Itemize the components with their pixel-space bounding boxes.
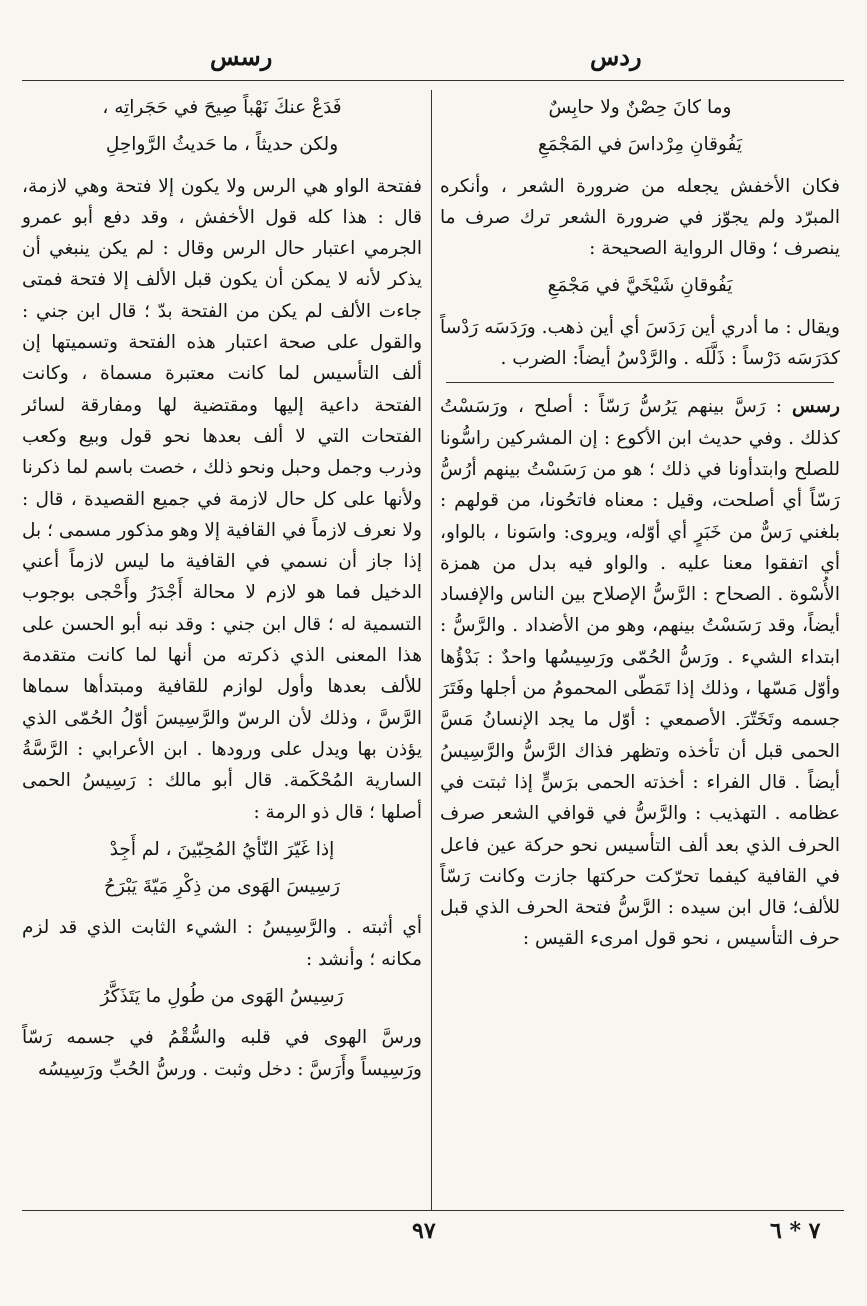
verse-line: رَسِيسُ الهَوى من طُولِ ما يَتَذَكَّرُ	[100, 986, 344, 1008]
verse-block	[22, 834, 422, 903]
paragraph: ويقال : ما أدري أين رَدَسَ أي أين ذهب. ورَدَسَه رَدْساً كدَرَسَه دَرْساً : ذَلَّلَه . والرَّدْسُ أيضاً: الضرب .	[440, 316, 840, 370]
signature-mark: ٧ * ٦	[770, 1218, 821, 1244]
verse-line: ولكن حديثاً ، ما حَديثُ الرَّواحِلِ	[105, 134, 339, 156]
paragraph: فكان الأخفش يجعله من ضرورة الشعر ، وأنكره المبرّد ولم يجوّز في ضرورة الشعر ترك صرف ما ينصرف ؛ وقال الرواية الصحيحة :	[440, 175, 840, 260]
verse-line: يَفُوقانِ مِرْداسَ في المَجْمَعِ	[537, 134, 743, 156]
verse-block	[22, 92, 422, 161]
page-header	[0, 30, 867, 80]
paragraph: أي أثبته . والرَّسِيسُ : الشيء الثابت الذي قد لزم مكانه ؛ وأنشد :	[22, 917, 422, 970]
verse-block	[440, 92, 840, 161]
paragraph: ورسَّ الهوى في قلبه والسُّقْمُ في جسمه رَسّاً ورَسِيساً وأَرَسَّ : دخل وثبت . ورسُّ الحُبِّ ورَسِيسُه	[22, 1027, 422, 1080]
page-number: ٩٧	[412, 1218, 436, 1244]
header-left-word: رسس	[210, 42, 273, 71]
paragraph: ففتحة الواو هي الرس ولا يكون إلا فتحة وهي لازمة، قال : هذا كله قول الأخفش ، وقد دفع أبو عمرو الجرمي اعتبار حال الرس وقال : لم يكن ينبغي أن يذكر لأنه لا يمكن أن يكون قبل الألف إلا فتحة فمتى جاءت الألف لم يكن من الفتحة بدّ ؛ قال ابن جني : والقول على صحة اعتبار هذه الفتحة وتسميتها إن ألف التأسيس لما كانت معتبرة مسماة ، وكانت الفتحة داعية إليها ومقتضية لها ومفارقة لسائر الفتحات التي لا ألف بعدها نحو قول وبيع وكعب وذرب وجمل وحبل ونحو ذلك ، خصت باسم لما ذكرنا ولأنها على كل حال لازمة في جميع القصيدة ، قال : ولا نعرف لازماً في القافية إلا وهو مذكور مسمى ؛ بل إذا جاز أن نسمي في القافية ما ليس لازماً أعني الدخيل فما هو لازم لا محالة أَجْدَرُ وأَحْجى بوجوب التسمية له ؛ قال ابن جني : وقد نبه أبو الحسن على هذا المعنى الذي ذكرته من أنها لما كانت متقدمة للألف بعدها وأول لوازم للقافية ومبتدأها سماها الرَّسَّ ، وذلك لأن الرسّ والرَّسِيسَ أوّلُ الحُمّى الذي يؤذن بها ويدل على ورودها . ابن الأعرابي : الرَّسَّةُ السارية المُحْكَمة. قال أبو مالك : رَسِيسُ الحمى أصلها ؛ قال ذو الرمة :	[22, 175, 422, 823]
header-rule	[22, 80, 844, 81]
entry-headword: رسس	[791, 396, 840, 418]
verse-line: يَفُوقانِ شَيْخَيَّ في مَجْمَعِ	[547, 275, 733, 297]
right-column	[440, 88, 840, 961]
entry-paragraph	[440, 391, 840, 954]
verse-line: إذا غَيّرَ النّأيُ المُحِبّينَ ، لم أَجِدْ	[109, 838, 335, 860]
column-divider	[431, 90, 432, 1210]
verse-line: وما كانَ حِصْنٌ ولا حابِسٌ	[548, 97, 732, 118]
verse-line: رَسِيسَ الهَوى من ذِكْرِ مَيّةَ يَبْرَحُ	[104, 876, 340, 898]
footer-rule	[22, 1210, 844, 1211]
paragraph: : رَسَّ بينهم يَرُسُّ رَسّاً : أصلح ، ورَسَسْتُ كذلك . وفي حديث ابن الأكوع : إن المشركين راسُّونا للصلح وابتدأونا في ذلك ؛ هو من رَسَسْتُ بينهم أرُسُّ رَسّاً أي أصلحت، وقيل : معناه فاتحُونا، من قولهم : بلغني رَسٌّ من خَبَرٍ أي أوّله، ويروى: واسَونا ، بالواو، أي اتفقوا معنا عليه . والواو فيه بدل من همزة الأُسْوة . الصحاح : الرَّسُّ الإصلاح بين الناس والإفساد أيضاً، وقد رَسَسْتُ بينهم، وهو من الأضداد . والرَّسُّ : ابتداء الشيء . ورَسُّ الحُمّى ورَسِيسُها واحدٌ : بَدْؤُها وأوّل مَسّها ، وذلك إذا تَمَطّى المحمومُ من أجلها وفَتَرَ جسمه وتَخَتّرَ. الأصمعي : أوّل ما يجد الإنسانُ مَسَّ الحمى قبل أن تأخذه وتظهر فذاك الرَّسُّ والرَّسِيسُ أيضاً . قال الفراء : أخذته الحمى برَسٍّ إذا ثبتت في عظامه . التهذيب : والرَّسُّ في قوافي الشعر صرف الحرف الذي بعد ألف التأسيس نحو حركة عين فاعل في القافية كيفما تحرّكت حركتها جازت وكانت رَسّاً للألف؛ قال ابن سيده : الرَّسُّ فتحة الحرف الذي قبل حرف التأسيس ، نحو قول امرىء القيس :	[440, 396, 840, 950]
left-column	[22, 88, 422, 1091]
entry-divider	[446, 382, 834, 383]
header-right-word: ردس	[590, 42, 642, 71]
verse-line: فَدَعْ عنكَ نَهْباً صِيحَ في حَجَراتِه ،	[102, 97, 342, 118]
verse-block	[22, 981, 422, 1012]
verse-block	[440, 270, 840, 301]
